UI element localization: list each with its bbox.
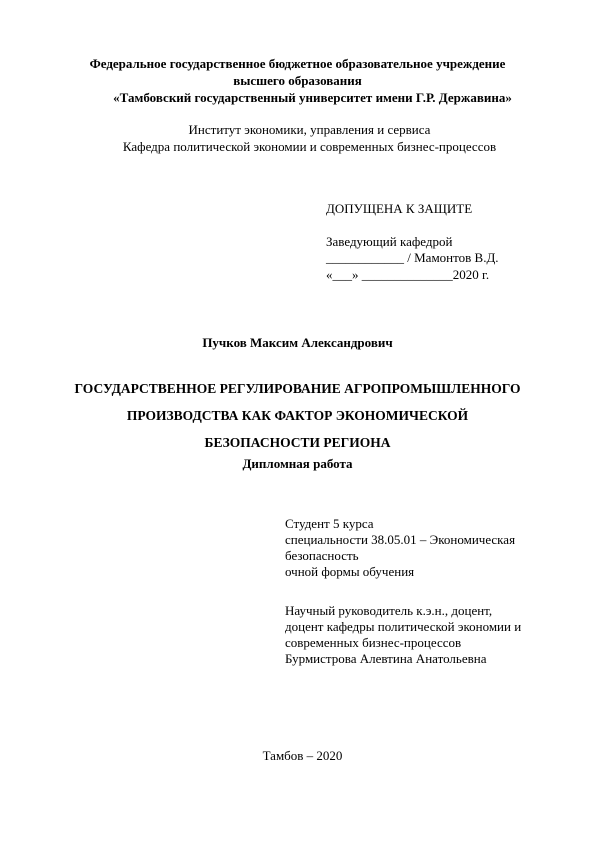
approval-role: Заведующий кафедрой [326, 234, 453, 249]
supervisor-position-cont: современных бизнес-процессов [285, 635, 462, 650]
city-year: Тамбов – 2020 [262, 748, 343, 763]
approval-status: ДОПУЩЕНА К ЗАЩИТЕ [326, 201, 473, 216]
student-study-form: очной формы обучения [285, 564, 415, 579]
institute-name: Институт экономики, управления и сервиса [188, 122, 431, 137]
approval-date-line: «___» ______________2020 г. [326, 267, 490, 282]
supervisor-name: Бурмистрова Алевтина Анатольевна [285, 651, 487, 666]
student-specialty: специальности 38.05.01 – Экономическая [285, 532, 516, 547]
organization-line-2: высшего образования [233, 73, 362, 88]
university-name: «Тамбовский государственный университет имени Г.Р. Державина» [113, 90, 512, 105]
author-name: Пучков Максим Александрович [202, 335, 393, 350]
student-course: Студент 5 курса [285, 516, 374, 531]
work-type: Дипломная работа [242, 456, 353, 471]
thesis-title-line-2: ПРОИЗВОДСТВА КАК ФАКТОР ЭКОНОМИЧЕСКОЙ [126, 408, 469, 423]
supervisor-position: доцент кафедры политической экономии и [285, 619, 522, 634]
approval-signature-line: ____________ / Мамонтов В.Д. [326, 250, 499, 265]
organization-line-1: Федеральное государственное бюджетное образовательное учреждение [89, 56, 506, 71]
student-specialty-cont: безопасность [285, 548, 359, 563]
thesis-title-line-1: ГОСУДАРСТВЕННОЕ РЕГУЛИРОВАНИЕ АГРОПРОМЫШЛЕННОГО [74, 381, 521, 396]
supervisor-title: Научный руководитель к.э.н., доцент, [285, 603, 493, 618]
department-name: Кафедра политической экономии и современных бизнес-процессов [122, 139, 497, 154]
thesis-title-line-3: БЕЗОПАСНОСТИ РЕГИОНА [204, 435, 391, 450]
